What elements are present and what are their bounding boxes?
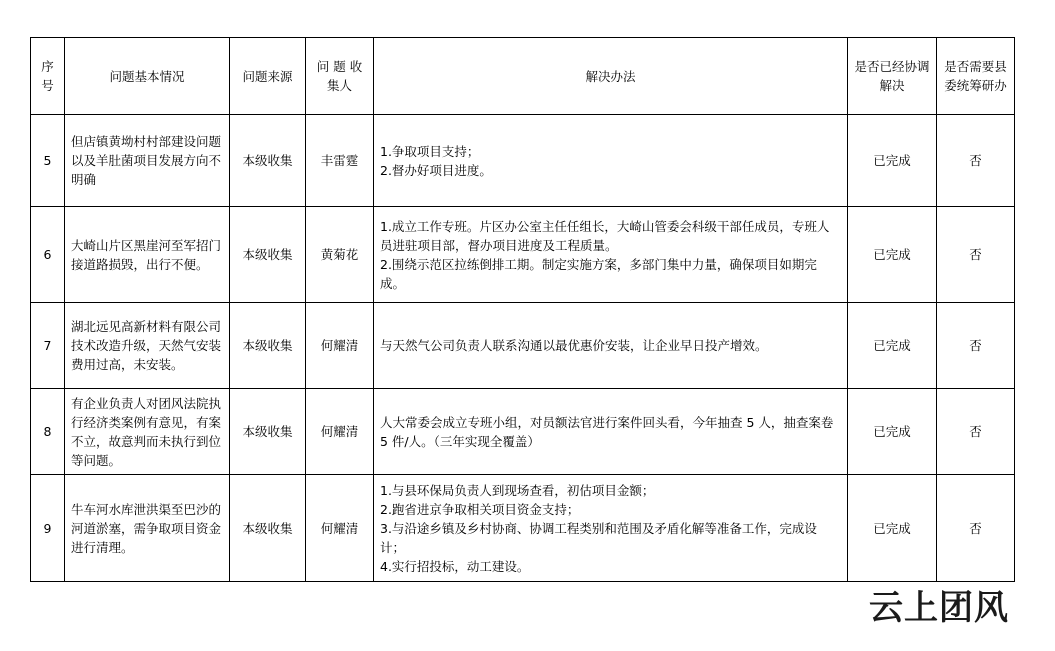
solution-line: 1.成立工作专班。片区办公室主任任组长，大崎山管委会科级干部任成员，专班人员进驻项目部，督办项目进度及工程质量。 [380,218,830,253]
solution-line: 2.督办好项目进度。 [380,162,492,178]
cell-seq: 8 [31,389,65,475]
cell-source: 本级收集 [230,389,306,475]
table-row [31,207,1015,303]
cell-collector: 黄菊花 [306,207,374,303]
cell-needs-committee: 否 [937,389,1015,475]
cell-resolved: 已完成 [848,115,937,207]
solution-line: 与天然气公司负责人联系沟通以最优惠价安装，让企业早日投产增效。 [380,338,768,353]
header-issue: 问题基本情况 [65,38,230,115]
solution-line: 1.与县环保局负责人到现场查看，初估项目金额； [380,482,655,498]
header-needs-committee: 是否需要县 委统筹研办 [937,38,1015,115]
cell-resolved: 已完成 [848,303,937,389]
cell-needs-committee: 否 [937,475,1015,582]
cell-collector: 丰雷霆 [306,115,374,207]
cell-needs-committee: 否 [937,303,1015,389]
cell-source: 本级收集 [230,475,306,582]
solution-line: 3.与沿途乡镇及乡村协商、协调工程类别和范围及矛盾化解等准备工作，完成设计； [380,520,817,555]
header-solution: 解决办法 [374,38,848,115]
table-row [31,475,1015,582]
cell-needs-committee: 否 [937,115,1015,207]
cell-solution [374,475,848,582]
cell-issue: 牛车河水库泄洪渠至巴沙的河道淤塞，需争取项目资金进行清理。 [65,475,230,582]
cell-seq: 7 [31,303,65,389]
cell-solution [374,115,848,207]
cell-resolved: 已完成 [848,475,937,582]
solution-line: 2.围绕示范区拉练倒排工期。制定实施方案，多部门集中力量，确保项目如期完成。 [380,256,817,291]
table-row [31,115,1015,207]
cell-needs-committee: 否 [937,207,1015,303]
cell-solution [374,389,848,475]
header-row [31,38,1015,115]
cell-solution [374,303,848,389]
cell-seq: 6 [31,207,65,303]
solution-line: 2.跑省进京争取相关项目资金支持； [380,501,580,517]
cell-source: 本级收集 [230,207,306,303]
issues-table [30,37,1015,582]
cell-issue: 湖北远见高新材料有限公司技术改造升级，天然气安装费用过高，未安装。 [65,303,230,389]
cell-collector: 何耀清 [306,389,374,475]
cell-solution [374,207,848,303]
cell-issue: 大崎山片区黑崖河至军招门接道路损毁，出行不便。 [65,207,230,303]
cell-issue: 有企业负责人对团风法院执行经济类案例有意见，有案不立，故意判而未执行到位等问题。 [65,389,230,475]
table-row [31,303,1015,389]
cell-resolved: 已完成 [848,389,937,475]
cell-source: 本级收集 [230,303,306,389]
header-source: 问题来源 [230,38,306,115]
cell-collector: 何耀清 [306,475,374,582]
watermark-logo: 云上团风 [869,588,1009,628]
header-resolved: 是否已经协调解决 [848,38,937,115]
header-seq: 序号 [31,38,65,115]
cell-source: 本级收集 [230,115,306,207]
solution-line: 1.争取项目支持； [380,143,480,159]
solution-line: 人大常委会成立专班小组，对员额法官进行案件回头看，今年抽查 5 人，抽查案卷 5 件/人。（三年实现全覆盖） [380,414,834,449]
cell-collector: 何耀清 [306,303,374,389]
cell-resolved: 已完成 [848,207,937,303]
table-row [31,389,1015,475]
header-collector: 问 题 收集人 [306,38,374,115]
cell-seq: 9 [31,475,65,582]
cell-seq: 5 [31,115,65,207]
solution-line: 4.实行招投标，动工建设。 [380,558,530,574]
cell-issue: 但店镇黄坳村村部建设问题以及羊肚菌项目发展方向不明确 [65,115,230,207]
